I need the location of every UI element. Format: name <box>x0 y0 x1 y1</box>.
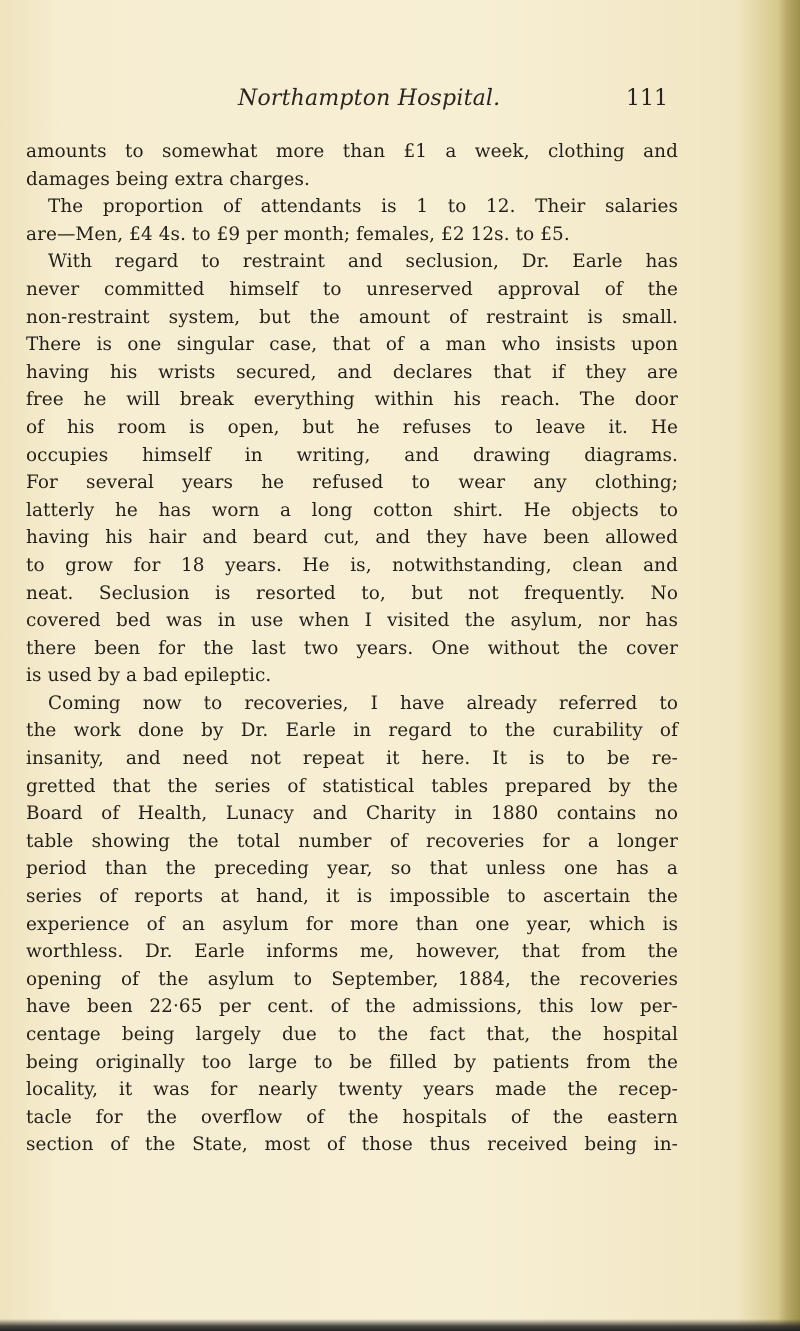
text-line: centage being largely due to the fact that, the hospital <box>26 1024 678 1045</box>
text-line: tacle for the overflow of the hospitals of the eastern <box>26 1106 678 1128</box>
text-line: There is one singular case, that of a man who insists upon <box>26 334 678 356</box>
text-line: having his wrists secured, and declares that if they are <box>26 361 678 383</box>
text-line: table showing the total number of recoveries for a longer <box>26 830 678 852</box>
text-line: With regard to restraint and seclusion, Dr. Earle has <box>48 251 678 273</box>
text-line: series of reports at hand, it is impossible to ascertain the <box>26 886 678 908</box>
text-line: amounts to somewhat more than £1 a week, clothing and <box>26 141 678 162</box>
text-line: is used by a bad epileptic. <box>26 665 272 687</box>
text-line: For several years he refused to wear any clothing; <box>26 472 678 494</box>
text-line: to grow for 18 years. He is, notwithstanding, clean and <box>26 554 678 576</box>
text-line: of his room is open, but he refuses to leave it. He <box>26 416 678 438</box>
text-line: damages being extra charges. <box>26 168 310 190</box>
text-line: covered bed was in use when I visited the asylum, nor has <box>26 610 678 632</box>
body-text <box>26 138 678 1159</box>
text-line: opening of the asylum to September, 1884, the recoveries <box>26 968 678 990</box>
text-line: Coming now to recoveries, I have already referred to <box>48 692 678 714</box>
text-line: experience of an asylum for more than one year, which is <box>26 913 678 935</box>
text-line: gretted that the series of statistical tables prepared by the <box>26 775 678 797</box>
text-line: latterly he has worn a long cotton shirt. He objects to <box>26 499 678 521</box>
text-line: have been 22·65 per cent. of the admissions, this low per- <box>26 996 678 1018</box>
text-line: neat. Seclusion is resorted to, but not frequently. No <box>26 582 678 604</box>
text-line: free he will break everything within his reach. The door <box>26 389 678 411</box>
text-line: worthless. Dr. Earle informs me, however, that from the <box>26 941 678 963</box>
text-line: locality, it was for nearly twenty years made the recep- <box>26 1079 678 1101</box>
text-line: having his hair and beard cut, and they have been allowed <box>26 527 678 549</box>
text-line: section of the State, most of those thus received being in- <box>26 1134 678 1156</box>
text-line: never committed himself to unreserved approval of the <box>26 278 678 300</box>
running-header <box>28 86 668 118</box>
running-title: Northampton Hospital. <box>238 86 501 111</box>
text-line: are—Men, £4 4s. to £9 per month; females, £2 12s. to £5. <box>26 223 570 245</box>
page-bottom-edge <box>0 1319 800 1331</box>
text-line: being originally too large to be filled by patients from the <box>26 1051 678 1073</box>
page-number: 111 <box>626 86 668 111</box>
text-line: Board of Health, Lunacy and Charity in 1880 contains no <box>26 803 678 825</box>
text-line: The proportion of attendants is 1 to 12. Their salaries <box>48 196 678 218</box>
text-line: there been for the last two years. One without the cover <box>26 637 678 659</box>
text-line: non-restraint system, but the amount of restraint is small. <box>26 306 678 328</box>
text-line: occupies himself in writing, and drawing diagrams. <box>26 444 678 466</box>
text-line: insanity, and need not repeat it here. It is to be re- <box>26 748 678 770</box>
text-line: period than the preceding year, so that unless one has a <box>26 858 678 880</box>
page-edge-shadow <box>778 0 800 1331</box>
text-line: the work done by Dr. Earle in regard to the curability of <box>26 720 678 742</box>
